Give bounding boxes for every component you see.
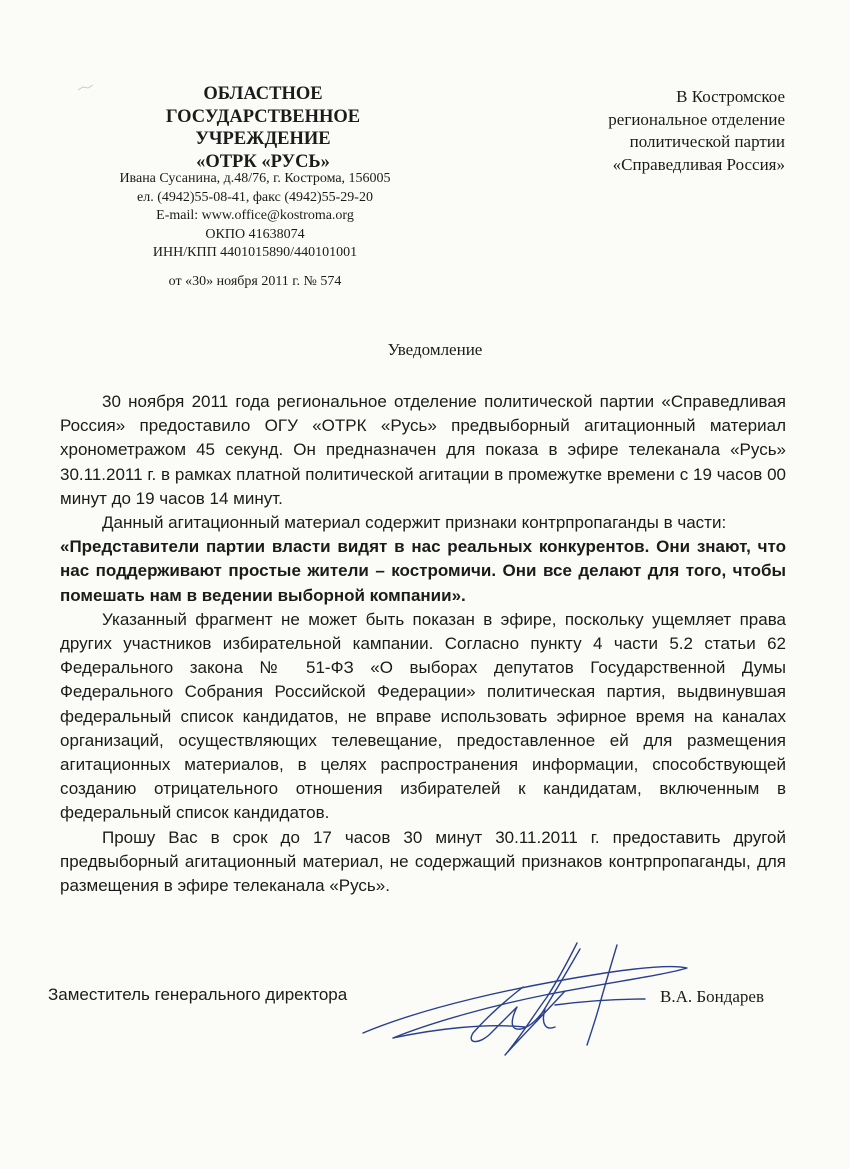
signatory-name: В.А. Бондарев bbox=[660, 987, 764, 1006]
addressee-block bbox=[545, 86, 785, 176]
sender-inn: ИНН/КПП 4401015890/440101001 bbox=[152, 245, 358, 260]
sender-address: Ивана Сусанина, д.48/76, г. Кострома, 156005 bbox=[119, 171, 391, 186]
addressee-line: «Справедливая Россия» bbox=[612, 154, 785, 174]
handwritten-signature bbox=[355, 935, 695, 1065]
signatory-position: Заместитель генерального директора bbox=[48, 985, 348, 1004]
org-line: ОБЛАСТНОЕ bbox=[203, 84, 323, 104]
addressee-line: В Костромское bbox=[676, 87, 785, 106]
quoted-fragment: «Представители партии власти видят в нас реальных конкурентов. Они знают, что нас поддерживают простые жители – костромичи. Они все делают для того, чтобы помешать нам в ведении выборной компании». bbox=[60, 537, 786, 605]
addressee-line: политической партии bbox=[629, 132, 785, 151]
org-line: УЧРЕЖДЕНИЕ bbox=[195, 129, 331, 149]
body-paragraph: Прошу Вас в срок до 17 часов 30 минут 30.11.2011 г. предоставить другой предвыборный агитационный материал, не содержащий признаков контрпропаганды, для размещения в эфире телеканала «Русь». bbox=[60, 827, 786, 896]
body-paragraph: 30 ноября 2011 года региональное отделение политической партии «Справедливая Россия» предоставило ОГУ «ОТРК «Русь» предвыборный агитационный материал хронометражом 45 секунд. Он предназначен для показа в эфире телеканала «Русь» 30.11.2011 г. в рамках платной политической агитации в промежутке времени с 19 часов 00 минут до 19 часов 14 минут. bbox=[60, 392, 786, 508]
body-paragraph: Указанный фрагмент не может быть показан в эфире, поскольку ущемляет права других участников избирательной кампании. Согласно пункту 4 части 5.2 статьи 62 Федерального закона № 51-ФЗ «О выборах депутатов Государственной Думы Федерального Собрания Российской Федерации» политическая партия, выдвинувшая федеральный список кандидатов, не вправе использовать эфирное время на каналах организаций, осуществляющих телевещание, предоставленное ей для размещения агитационных материалов, в целях распространения информации, способствующей созданию отрицательного отношения избирателей к кандидатам, включенным в федеральный список кандидатов. bbox=[60, 609, 786, 823]
letter-body bbox=[60, 390, 786, 898]
sender-okpo: ОКПО 41638074 bbox=[205, 226, 305, 242]
document-reference: от «30» ноября 2011 г. № 574 bbox=[168, 274, 342, 289]
sender-phone: ел. (4942)55-08-41, факс (4942)55-29-20 bbox=[137, 189, 373, 205]
scan-mark bbox=[77, 84, 95, 92]
addressee-line: региональное отделение bbox=[608, 109, 785, 129]
sender-contacts bbox=[95, 170, 415, 263]
document-title: Уведомление bbox=[387, 340, 483, 359]
org-line: ГОСУДАРСТВЕННОЕ bbox=[165, 106, 361, 127]
sender-email: E-mail: www.office@kostroma.org bbox=[156, 208, 354, 223]
body-paragraph: Данный агитационный материал содержит признаки контрпропаганды в части: bbox=[102, 513, 727, 533]
org-line: «ОТРК «РУСЬ» bbox=[196, 151, 330, 172]
sender-organization bbox=[118, 83, 408, 173]
